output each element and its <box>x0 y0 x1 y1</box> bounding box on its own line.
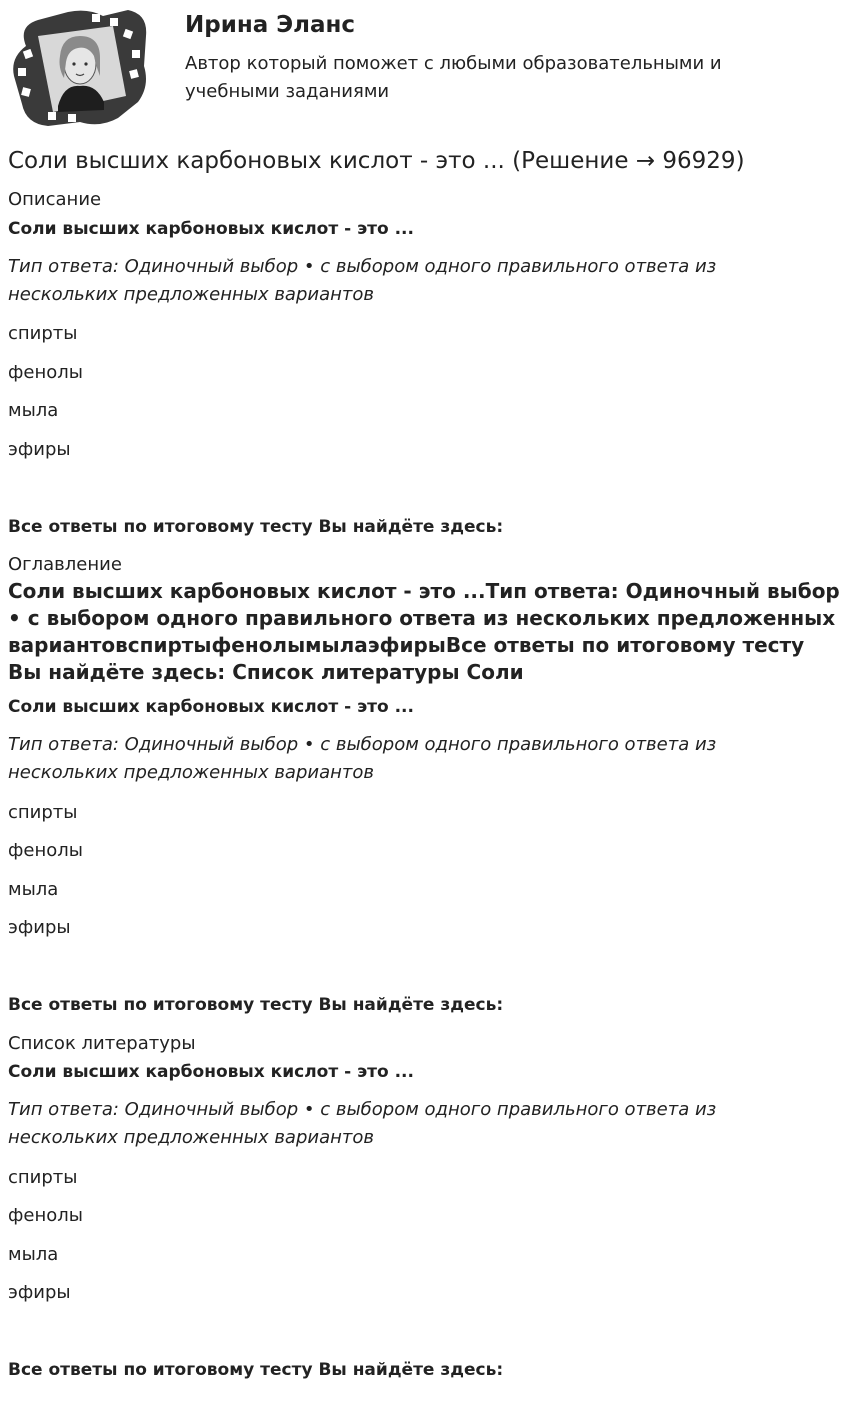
all-answers-link[interactable]: Все ответы по итоговому тесту Вы найдёте здесь: <box>8 1360 504 1380</box>
option-item: фенолы <box>8 840 83 861</box>
answer-type: Тип ответа: Одиночный выбор • с выбором одного правильного ответа из нескольких предложенных вариантов <box>8 1099 717 1148</box>
option-item: фенолы <box>8 362 83 383</box>
description-label: Описание <box>8 189 102 210</box>
all-answers-link[interactable]: Все ответы по итоговому тесту Вы найдёте здесь: <box>8 995 504 1015</box>
option-item: спирты <box>8 323 78 344</box>
option-item: мыла <box>8 879 59 900</box>
toc-summary: Соли высших карбоновых кислот - это ...Тип ответа: Одиночный выбор • с выбором одного правильного ответа из нескольких предложенных вариантовспиртыфенолымылаэфирыВсе ответы по итоговому тесту Вы найдёте здесь: Список литературы Соли <box>8 579 840 684</box>
author-name[interactable]: Ирина Эланс <box>185 12 356 38</box>
author-description: Автор который поможет с любыми образовательными и учебными заданиями <box>185 53 722 102</box>
toc-label: Оглавление <box>8 554 122 575</box>
answer-type: Тип ответа: Одиночный выбор • с выбором одного правильного ответа из нескольких предложенных вариантов <box>8 734 717 783</box>
option-item: фенолы <box>8 1205 83 1226</box>
references-label: Список литературы <box>8 1033 196 1054</box>
question-title: Соли высших карбоновых кислот - это ... <box>8 697 414 717</box>
all-answers-link[interactable]: Все ответы по итоговому тесту Вы найдёте здесь: <box>8 517 504 537</box>
author-header <box>0 0 847 140</box>
option-item: мыла <box>8 400 59 421</box>
question-title: Соли высших карбоновых кислот - это ... <box>8 1062 414 1082</box>
page-title: Соли высших карбоновых кислот - это ... (Решение → 96929) <box>8 148 745 174</box>
option-item: эфиры <box>8 439 71 460</box>
option-item: эфиры <box>8 917 71 938</box>
question-title: Соли высших карбоновых кислот - это ... <box>8 219 414 239</box>
option-item: спирты <box>8 1167 78 1188</box>
option-item: эфиры <box>8 1282 71 1303</box>
option-item: спирты <box>8 802 78 823</box>
answer-type: Тип ответа: Одиночный выбор • с выбором одного правильного ответа из нескольких предложенных вариантов <box>8 256 717 305</box>
option-item: мыла <box>8 1244 59 1265</box>
author-avatar[interactable] <box>8 6 150 128</box>
